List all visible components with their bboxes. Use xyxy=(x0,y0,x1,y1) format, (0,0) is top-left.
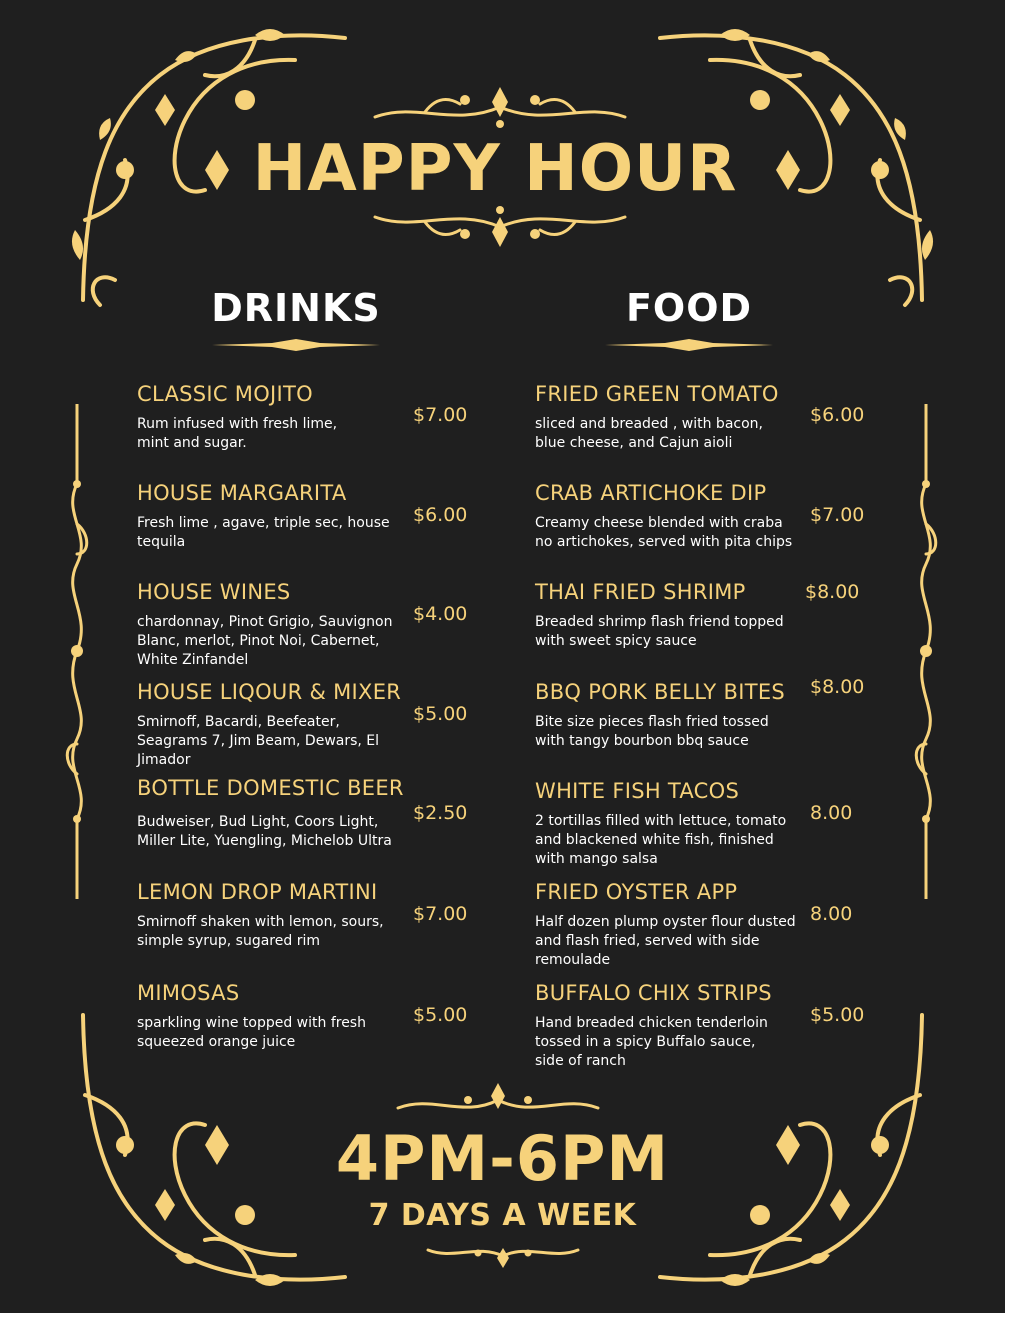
food-price: $8.00 xyxy=(810,676,865,698)
food-item-white-fish-tacos xyxy=(535,778,825,869)
food-name: FRIED OYSTER APP xyxy=(535,880,738,904)
food-price: 8.00 xyxy=(810,903,853,925)
drink-description: chardonnay, Pinot Grigio, Sauvignon Blanc, merlot, Pinot Noi, Cabernet, White Zinfandel xyxy=(137,614,393,668)
page-title: HAPPY HOUR xyxy=(252,132,738,206)
food-price: $7.00 xyxy=(810,504,865,526)
food-description: sliced and breaded , with bacon, blue cheese, and Cajun aioli xyxy=(535,416,763,451)
food-description: Breaded shrimp flash friend topped with sweet spicy sauce xyxy=(535,614,784,649)
flourish-divider-top-icon xyxy=(365,82,635,132)
drink-name: BOTTLE DOMESTIC BEER xyxy=(137,776,404,800)
drink-item-mimosas xyxy=(137,980,427,1052)
drink-item-house-liqour-mixer xyxy=(137,679,427,770)
food-description: Bite size pieces flash fried tossed with tangy bourbon bbq sauce xyxy=(535,714,769,749)
drink-description: Budweiser, Bud Light, Coors Light, Miller Lite, Yuengling, Michelob Ultra xyxy=(137,814,392,849)
drink-description: Smirnoff shaken with lemon, sours, simple syrup, sugared rim xyxy=(137,914,384,949)
drink-price: $7.00 xyxy=(413,404,468,426)
drink-price: $7.00 xyxy=(413,903,468,925)
drink-item-classic-mojito xyxy=(137,381,427,453)
drink-item-house-margarita xyxy=(137,480,427,552)
food-description: Half dozen plump oyster flour dusted and flash fried, served with side remoulade xyxy=(535,914,796,968)
drink-name: MIMOSAS xyxy=(137,981,240,1005)
food-name: FRIED GREEN TOMATO xyxy=(535,382,779,406)
drink-price: $5.00 xyxy=(413,703,468,725)
food-name: CRAB ARTICHOKE DIP xyxy=(535,481,767,505)
flourish-divider-hours-bottom-icon xyxy=(423,1240,583,1270)
food-item-fried-green-tomato xyxy=(535,381,825,453)
drink-name: HOUSE WINES xyxy=(137,580,291,604)
drinks-heading: DRINKS xyxy=(211,286,381,330)
drink-description: Rum infused with fresh lime, mint and sugar. xyxy=(137,416,338,451)
food-item-buffalo-chix-strips xyxy=(535,980,825,1071)
food-item-thai-fried-shrimp xyxy=(535,579,825,651)
food-price: $6.00 xyxy=(810,404,865,426)
drinks-heading-divider-icon xyxy=(212,338,380,352)
days-text: 7 DAYS A WEEK xyxy=(368,1198,637,1233)
food-name: BBQ PORK BELLY BITES xyxy=(535,680,786,704)
drink-name: HOUSE MARGARITA xyxy=(137,481,347,505)
flourish-divider-hours-top-icon xyxy=(393,1080,603,1120)
food-item-crab-artichoke-dip xyxy=(535,480,825,552)
drink-price: $4.00 xyxy=(413,603,468,625)
food-name: WHITE FISH TACOS xyxy=(535,779,740,803)
drink-item-house-wines xyxy=(137,579,427,670)
food-name: THAI FRIED SHRIMP xyxy=(535,580,746,604)
drink-description: sparkling wine topped with fresh squeezed orange juice xyxy=(137,1015,366,1050)
food-item-bbq-pork-belly-bites xyxy=(535,679,825,751)
food-heading: FOOD xyxy=(625,286,753,330)
food-description: 2 tortillas filled with lettuce, tomato and blackened white fish, finished with mango salsa xyxy=(535,813,787,867)
drink-item-bottle-domestic-beer xyxy=(137,775,427,851)
hours-text: 4PM-6PM xyxy=(335,1122,670,1195)
vertical-scroll-ornament-right-icon xyxy=(911,404,941,899)
drink-description: Smirnoff, Bacardi, Beefeater, Seagrams 7, Jim Beam, Dewars, El Jimador xyxy=(137,714,380,768)
flourish-divider-bottom-icon xyxy=(365,202,635,252)
food-description: Creamy cheese blended with craba no artichokes, served with pita chips xyxy=(535,515,793,550)
drink-name: HOUSE LIQOUR & MIXER xyxy=(137,680,402,704)
drink-price: $6.00 xyxy=(413,504,468,526)
drink-price: $2.50 xyxy=(413,802,468,824)
food-heading-divider-icon xyxy=(605,338,773,352)
drink-description: Fresh lime , agave, triple sec, house tequila xyxy=(137,515,390,550)
food-item-fried-oyster-app xyxy=(535,879,825,970)
vertical-scroll-ornament-left-icon xyxy=(62,404,92,899)
food-price: 8.00 xyxy=(810,802,853,824)
food-price: $5.00 xyxy=(810,1004,865,1026)
drink-price: $5.00 xyxy=(413,1004,468,1026)
food-name: BUFFALO CHIX STRIPS xyxy=(535,981,772,1005)
food-description: Hand breaded chicken tenderloin tossed in a spicy Buffalo sauce, side of ranch xyxy=(535,1015,768,1069)
drink-item-lemon-drop-martini xyxy=(137,879,427,951)
drink-name: LEMON DROP MARTINI xyxy=(137,880,378,904)
food-price: $8.00 xyxy=(805,581,860,603)
drink-name: CLASSIC MOJITO xyxy=(137,382,313,406)
